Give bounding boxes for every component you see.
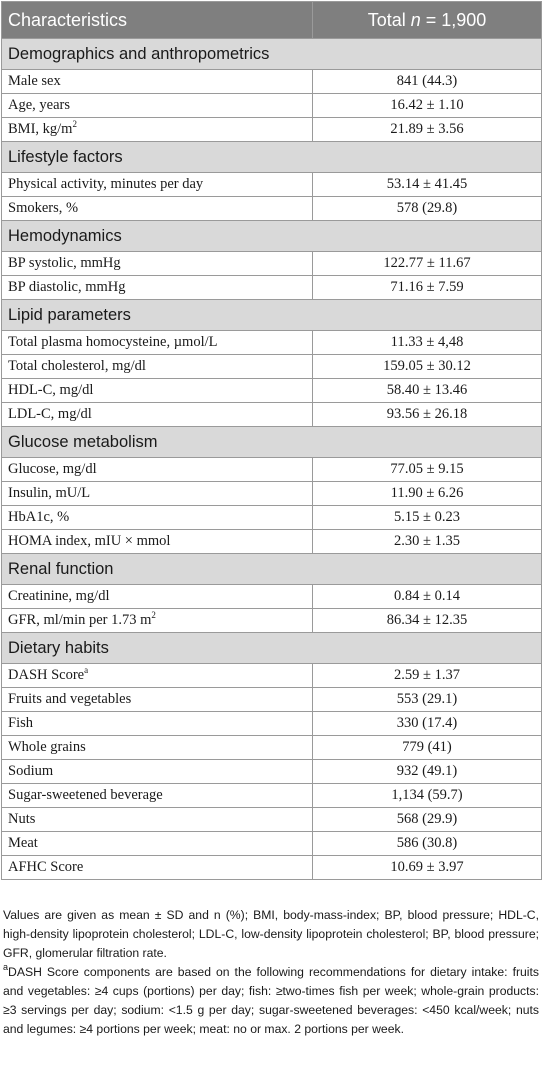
table-row xyxy=(2,458,542,482)
row-value: 11.90 ± 6.26 xyxy=(313,482,542,506)
row-label xyxy=(2,784,313,808)
table-body xyxy=(2,39,542,880)
table-row xyxy=(2,609,542,633)
row-label-text: HOMA index, mIU × mmol xyxy=(8,533,171,549)
table-row xyxy=(2,808,542,832)
row-label xyxy=(2,712,313,736)
section-row xyxy=(2,39,542,70)
section-row xyxy=(2,633,542,664)
row-value: 578 (29.8) xyxy=(313,197,542,221)
table-row xyxy=(2,784,542,808)
table-row xyxy=(2,585,542,609)
row-value: 586 (30.8) xyxy=(313,832,542,856)
row-value: 0.84 ± 0.14 xyxy=(313,585,542,609)
table-row xyxy=(2,355,542,379)
header-total-suffix: = 1,900 xyxy=(420,9,487,30)
row-value: 58.40 ± 13.46 xyxy=(313,379,542,403)
table-row xyxy=(2,736,542,760)
row-label-text: GFR, ml/min per 1.73 m xyxy=(8,612,152,628)
section-row xyxy=(2,300,542,331)
row-label xyxy=(2,736,313,760)
row-value: 159.05 ± 30.12 xyxy=(313,355,542,379)
row-label-text: LDL-C, mg/dl xyxy=(8,406,92,422)
table-row xyxy=(2,276,542,300)
row-label xyxy=(2,355,313,379)
row-value: 122.77 ± 11.67 xyxy=(313,252,542,276)
row-label xyxy=(2,379,313,403)
row-label-superscript: a xyxy=(84,665,89,675)
section-title: Lipid parameters xyxy=(2,300,542,331)
row-label-superscript: 2 xyxy=(151,610,156,620)
row-label-text: BP systolic, mmHg xyxy=(8,255,121,271)
row-value: 932 (49.1) xyxy=(313,760,542,784)
section-row xyxy=(2,221,542,252)
table-row xyxy=(2,118,542,142)
table-header-row xyxy=(2,2,542,39)
notes-abbreviations: Values are given as mean ± SD and n (%); BMI, body-mass-index; BP, blood pressure; HDL-C, high-density lipoprotein cholesterol; LDL-C, low-density lipoprotein cholesterol; BP, blood pressure; GFR, glomerular filtration rate. xyxy=(3,908,539,960)
characteristics-table-container xyxy=(1,1,541,880)
row-label xyxy=(2,808,313,832)
table-row xyxy=(2,403,542,427)
row-label-superscript: 2 xyxy=(72,119,77,129)
row-label-text: Whole grains xyxy=(8,739,86,755)
header-characteristics: Characteristics xyxy=(2,2,313,39)
row-label-text: Sodium xyxy=(8,763,54,779)
row-label xyxy=(2,856,313,880)
row-value: 568 (29.9) xyxy=(313,808,542,832)
table-row xyxy=(2,482,542,506)
row-label-text: Physical activity, minutes per day xyxy=(8,176,204,192)
row-label xyxy=(2,118,313,142)
row-value: 330 (17.4) xyxy=(313,712,542,736)
row-value: 841 (44.3) xyxy=(313,70,542,94)
table-row xyxy=(2,832,542,856)
section-title: Glucose metabolism xyxy=(2,427,542,458)
row-label xyxy=(2,530,313,554)
table-row xyxy=(2,70,542,94)
row-label xyxy=(2,482,313,506)
row-label-text: Insulin, mU/L xyxy=(8,485,91,501)
row-label-text: Smokers, % xyxy=(8,200,79,216)
row-label xyxy=(2,832,313,856)
row-value: 2.59 ± 1.37 xyxy=(313,664,542,688)
row-value: 77.05 ± 9.15 xyxy=(313,458,542,482)
row-label-text: BMI, kg/m xyxy=(8,121,73,137)
row-label xyxy=(2,609,313,633)
row-label-text: Fish xyxy=(8,715,33,731)
table-row xyxy=(2,506,542,530)
table-row xyxy=(2,664,542,688)
row-label-text: Nuts xyxy=(8,811,36,827)
row-label-text: Meat xyxy=(8,835,38,851)
table-notes xyxy=(3,906,539,1039)
row-label xyxy=(2,403,313,427)
table-row xyxy=(2,173,542,197)
row-label xyxy=(2,664,313,688)
row-value: 16.42 ± 1.10 xyxy=(313,94,542,118)
row-label xyxy=(2,94,313,118)
table-row xyxy=(2,252,542,276)
table-row xyxy=(2,94,542,118)
row-label-text: AFHC Score xyxy=(8,859,84,875)
row-label xyxy=(2,760,313,784)
row-value: 93.56 ± 26.18 xyxy=(313,403,542,427)
row-label xyxy=(2,688,313,712)
row-label xyxy=(2,458,313,482)
row-label-text: Glucose, mg/dl xyxy=(8,461,97,477)
row-value: 86.34 ± 12.35 xyxy=(313,609,542,633)
row-value: 71.16 ± 7.59 xyxy=(313,276,542,300)
section-title: Renal function xyxy=(2,554,542,585)
row-value: 1,134 (59.7) xyxy=(313,784,542,808)
section-title: Hemodynamics xyxy=(2,221,542,252)
row-value: 779 (41) xyxy=(313,736,542,760)
row-value: 11.33 ± 4,48 xyxy=(313,331,542,355)
row-value: 53.14 ± 41.45 xyxy=(313,173,542,197)
table-row xyxy=(2,712,542,736)
section-row xyxy=(2,427,542,458)
table-row xyxy=(2,530,542,554)
header-total-prefix: Total xyxy=(367,9,411,30)
section-row xyxy=(2,554,542,585)
row-label-text: DASH Score xyxy=(8,667,85,683)
row-label xyxy=(2,197,313,221)
section-row xyxy=(2,142,542,173)
row-label xyxy=(2,331,313,355)
row-value: 553 (29.1) xyxy=(313,688,542,712)
section-title: Lifestyle factors xyxy=(2,142,542,173)
table-row xyxy=(2,331,542,355)
row-label-text: HbA1c, % xyxy=(8,509,70,525)
table-row xyxy=(2,688,542,712)
header-total xyxy=(313,2,542,39)
row-label xyxy=(2,252,313,276)
row-value: 5.15 ± 0.23 xyxy=(313,506,542,530)
row-label-text: Sugar-sweetened beverage xyxy=(8,787,163,803)
header-total-n: n xyxy=(410,9,421,30)
table-row xyxy=(2,856,542,880)
row-label-text: Total cholesterol, mg/dl xyxy=(8,358,146,374)
row-value: 21.89 ± 3.56 xyxy=(313,118,542,142)
row-label xyxy=(2,70,313,94)
row-label xyxy=(2,173,313,197)
table-row xyxy=(2,197,542,221)
notes-footnote xyxy=(3,963,539,1039)
footnote-text: DASH Score components are based on the following recommendations for dietary intake: fruits and vegetables: ≥4 cups (portions) per day; fish: ≥two-times fish per week; whole-grain products: ≥3 servings per day; sodium: <1.5 g per day; sugar-sweetened beverages: <450 kcal/week; nuts and legumes: ≥4 portions per week; meat: no or max. 2 portions per week. xyxy=(3,965,539,1036)
row-label xyxy=(2,276,313,300)
row-label-text: Fruits and vegetables xyxy=(8,691,132,707)
footnote-mark: a xyxy=(3,962,9,972)
characteristics-table xyxy=(1,1,542,880)
row-value: 2.30 ± 1.35 xyxy=(313,530,542,554)
row-label-text: BP diastolic, mmHg xyxy=(8,279,126,295)
table-row xyxy=(2,379,542,403)
row-label-text: Age, years xyxy=(8,97,71,113)
row-label xyxy=(2,585,313,609)
table-row xyxy=(2,760,542,784)
row-label-text: HDL-C, mg/dl xyxy=(8,382,94,398)
row-label-text: Male sex xyxy=(8,73,61,89)
row-label-text: Total plasma homocysteine, µmol/L xyxy=(8,334,218,350)
row-value: 10.69 ± 3.97 xyxy=(313,856,542,880)
section-title: Demographics and anthropometrics xyxy=(2,39,542,70)
section-title: Dietary habits xyxy=(2,633,542,664)
row-label xyxy=(2,506,313,530)
row-label-text: Creatinine, mg/dl xyxy=(8,588,110,604)
